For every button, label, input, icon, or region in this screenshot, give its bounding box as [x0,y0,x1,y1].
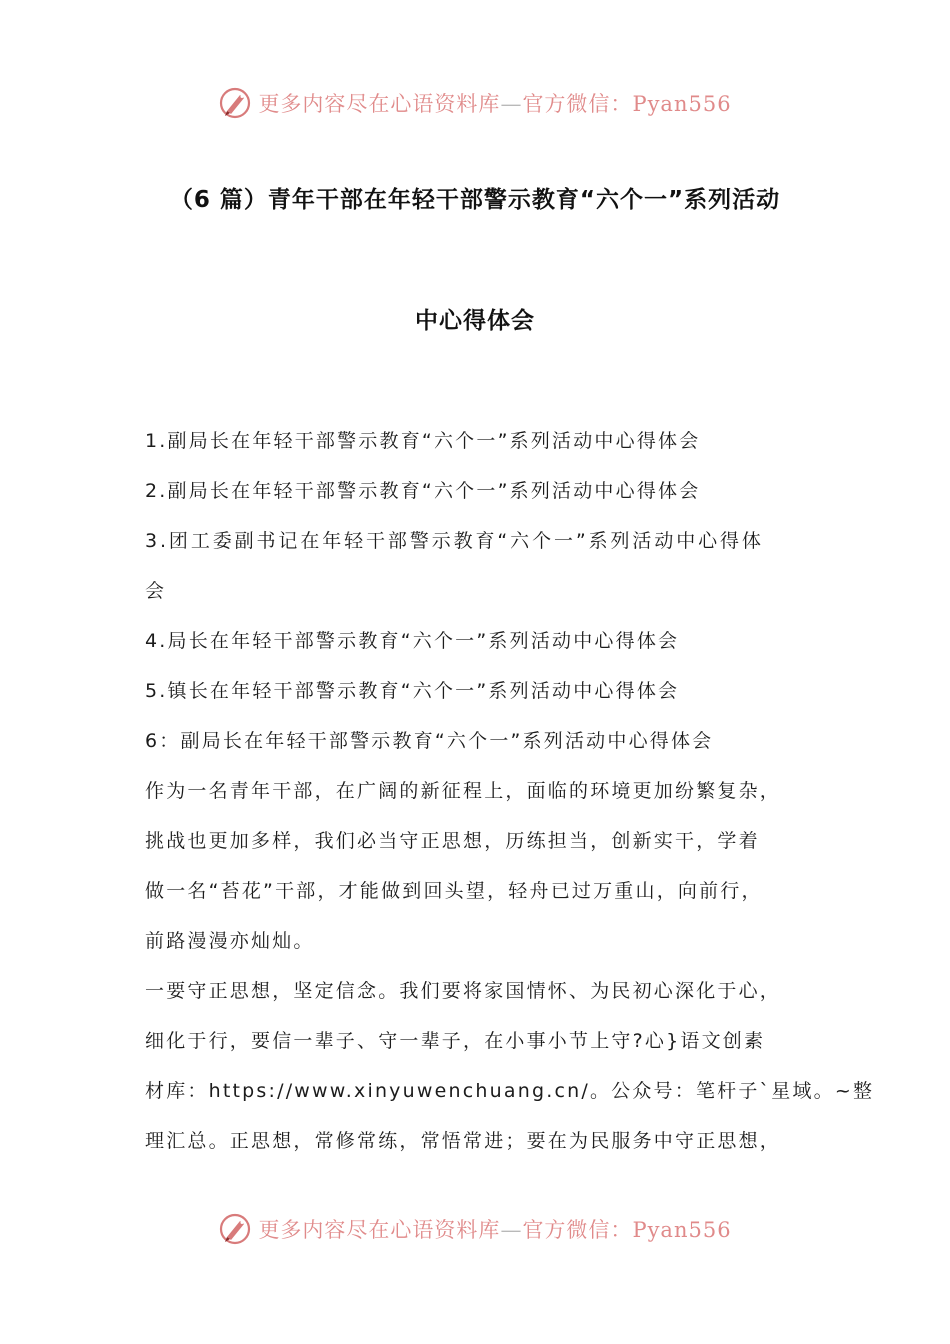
document-title-line-1: （6 篇）青年干部在年轻干部警示教育“六个一”系列活动 [169,187,781,213]
watermark-channel: 官方微信： [522,92,633,116]
watermark-account: Pyan556 [632,92,732,116]
body-line: 做一名“苔花”干部，才能做到回头望，轻舟已过万重山，向前行， [145,880,763,902]
watermark-separator: — [500,92,523,116]
toc-item-2: 2.副局长在年轻干部警示教育“六个一”系列活动中心得体会 [145,480,701,502]
watermark-title: 更多内容尽在心语资料库 [258,1218,501,1242]
toc-item-3: 3.团工委副书记在年轻干部警示教育“六个一”系列活动中心得体 [145,530,764,552]
document-body [145,416,875,1166]
watermark-title: 更多内容尽在心语资料库 [258,92,501,116]
body-line: 材库：https://www.xinyuwenchuang.cn/。公众号：笔杆子`星域。~整 [145,1080,875,1102]
pen-logo-icon [218,86,252,120]
watermark-separator: — [500,1218,523,1242]
watermark-account: Pyan556 [632,1218,732,1242]
body-line: 理汇总。正思想，常修常练，常悟常进；要在为民服务中守正思想， [145,1130,782,1152]
body-line: 挑战也更加多样，我们必当守正思想，历练担当，创新实干，学着 [145,830,760,852]
document-title-line-2: 中心得体会 [415,308,535,334]
body-line: 作为一名青年干部，在广阔的新征程上，面临的环境更加纷繁复杂， [145,780,782,802]
toc-item-5: 5.镇长在年轻干部警示教育“六个一”系列活动中心得体会 [145,680,680,702]
body-line: 一要守正思想，坚定信念。我们要将家国情怀、为民初心深化于心， [145,980,782,1002]
footer-watermark [0,1207,950,1251]
watermark-channel: 官方微信： [522,1218,633,1242]
toc-item-1: 1.副局长在年轻干部警示教育“六个一”系列活动中心得体会 [145,430,701,452]
pen-logo-icon [218,1212,252,1246]
header-watermark [0,81,950,125]
watermark-text [258,1214,731,1244]
watermark-text [258,88,731,118]
toc-item-4: 4.局长在年轻干部警示教育“六个一”系列活动中心得体会 [145,630,680,652]
toc-item-3-continued: 会 [145,580,167,602]
body-line: 细化于行，要信一辈子、守一辈子，在小事小节上守?心}语文创素 [145,1030,766,1052]
body-line: 前路漫漫亦灿灿。 [145,930,315,952]
toc-item-6: 6：副局长在年轻干部警示教育“六个一”系列活动中心得体会 [145,730,714,752]
